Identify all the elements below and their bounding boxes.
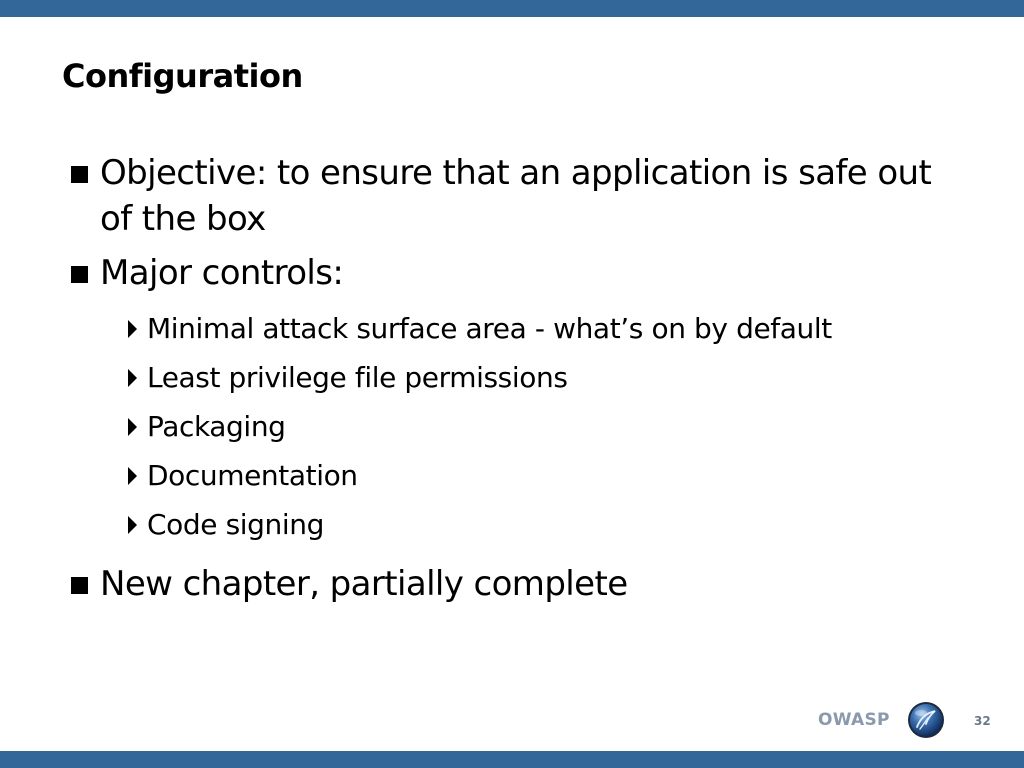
triangle-bullet-icon — [128, 467, 137, 485]
triangle-bullet-icon — [128, 418, 137, 436]
bullet-text: Major controls: — [100, 253, 344, 293]
square-bullet-icon — [71, 266, 88, 283]
bullet-item — [68, 250, 968, 296]
triangle-bullet-icon — [128, 320, 137, 338]
bottom-accent-bar — [0, 751, 1024, 768]
owasp-globe-icon — [906, 700, 946, 740]
sub-bullet-text: Packaging — [147, 410, 286, 443]
slide-body — [68, 150, 968, 615]
sub-bullet-text: Least privilege file permissions — [147, 361, 568, 394]
sub-bullet-text: Code signing — [147, 508, 324, 541]
sub-bullet-item — [68, 402, 968, 451]
square-bullet-icon — [71, 577, 88, 594]
square-bullet-icon — [71, 166, 88, 183]
sub-bullet-text: Documentation — [147, 459, 358, 492]
sub-bullet-item — [68, 500, 968, 549]
bullet-text: Objective: to ensure that an application is safe out of the box — [100, 153, 932, 239]
page-number: 32 — [974, 714, 991, 728]
sub-bullet-list — [68, 304, 968, 549]
bullet-item — [68, 150, 968, 242]
triangle-bullet-icon — [128, 516, 137, 534]
sub-bullet-text: Minimal attack surface area - what’s on by default — [147, 312, 832, 345]
footer-brand: OWASP — [818, 710, 890, 730]
bullet-item — [68, 561, 968, 607]
sub-bullet-item — [68, 451, 968, 500]
slide-title: Configuration — [62, 57, 303, 95]
bullet-text: New chapter, partially complete — [100, 564, 628, 604]
triangle-bullet-icon — [128, 369, 137, 387]
sub-bullet-item — [68, 353, 968, 402]
sub-bullet-item — [68, 304, 968, 353]
top-accent-bar — [0, 0, 1024, 17]
